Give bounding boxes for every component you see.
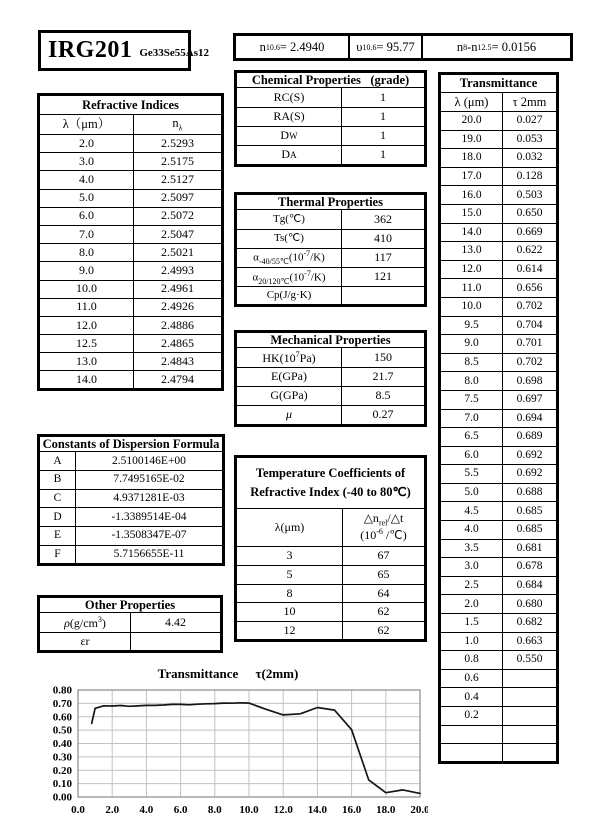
table-row bbox=[39, 262, 223, 280]
svg-text:2.0: 2.0 bbox=[105, 804, 120, 816]
row-cell: 5.7156655E-11 bbox=[76, 545, 224, 564]
table-row bbox=[236, 267, 426, 286]
row-cell: 2.5175 bbox=[134, 153, 223, 171]
column-header-n: $n_\lambda$ bbox=[134, 115, 223, 135]
row-cell: 2.4886 bbox=[134, 316, 223, 334]
table-row bbox=[39, 153, 223, 171]
row-cell: 10 bbox=[236, 603, 343, 622]
row-cell: 3 bbox=[236, 547, 343, 566]
table-row bbox=[440, 725, 558, 744]
table-row bbox=[440, 279, 558, 298]
column-header-tau: τ 2mm bbox=[503, 93, 558, 112]
row-cell: 1.0 bbox=[440, 632, 503, 651]
row-cell: 1 bbox=[342, 88, 426, 107]
table-row bbox=[440, 521, 558, 540]
row-cell: 20.0 bbox=[440, 112, 503, 131]
table-row bbox=[440, 428, 558, 447]
column-header-dndt: $\triangle n_{rel}/\triangle t$ ($10^{-6}$ /℃) bbox=[343, 509, 426, 547]
row-cell: 2.5021 bbox=[134, 244, 223, 262]
chart-title-right: τ(2mm) bbox=[255, 666, 299, 681]
table-row bbox=[236, 210, 426, 229]
svg-text:14.0: 14.0 bbox=[307, 804, 328, 816]
table-row bbox=[440, 316, 558, 335]
row-cell: 3.0 bbox=[440, 558, 503, 577]
row-cell: 0.688 bbox=[503, 483, 558, 502]
row-cell: B bbox=[39, 471, 76, 490]
row-cell: 4.0 bbox=[39, 171, 134, 189]
row-cell: 0.704 bbox=[503, 316, 558, 335]
optical-summary-bar bbox=[233, 33, 573, 61]
transmittance-table bbox=[438, 72, 559, 764]
row-cell: 6.5 bbox=[440, 428, 503, 447]
row-cell: 2.4993 bbox=[134, 262, 223, 280]
chart-title bbox=[28, 666, 428, 684]
table-row bbox=[440, 242, 558, 261]
svg-text:18.0: 18.0 bbox=[376, 804, 396, 816]
row-cell: 0.650 bbox=[503, 204, 558, 223]
table-title: Thermal Properties bbox=[236, 194, 426, 210]
row-cell: 8 bbox=[236, 584, 343, 603]
row-cell: 0.684 bbox=[503, 576, 558, 595]
row-cell: 2.5072 bbox=[134, 207, 223, 225]
table-row bbox=[236, 229, 426, 248]
row-cell: 9.0 bbox=[39, 262, 134, 280]
table-row bbox=[440, 576, 558, 595]
table-row bbox=[440, 167, 558, 186]
table-row bbox=[39, 489, 224, 508]
svg-text:0.30: 0.30 bbox=[52, 751, 72, 764]
table-row bbox=[236, 88, 426, 107]
table-row bbox=[39, 189, 223, 207]
row-cell: 0.6 bbox=[440, 669, 503, 688]
row-cell: $\alpha_{20/120℃}(10^{-7}/K)$ bbox=[236, 267, 342, 286]
row-cell: 7.7495165E-02 bbox=[76, 471, 224, 490]
table-row bbox=[440, 595, 558, 614]
row-cell: 2.4961 bbox=[134, 280, 223, 298]
mechanical-properties-table bbox=[234, 330, 427, 427]
table-row bbox=[440, 669, 558, 688]
row-cell: 2.5127 bbox=[134, 171, 223, 189]
table-row bbox=[236, 348, 426, 367]
table-row bbox=[440, 651, 558, 670]
svg-text:10.0: 10.0 bbox=[239, 804, 259, 816]
row-cell: εr bbox=[39, 632, 131, 652]
table-row bbox=[39, 452, 224, 471]
row-cell: 8.5 bbox=[440, 353, 503, 372]
row-cell bbox=[440, 725, 503, 744]
dispersion-constants-table bbox=[37, 434, 225, 566]
table-row bbox=[39, 171, 223, 189]
table-title: Constants of Dispersion Formula bbox=[39, 436, 224, 452]
svg-text:0.20: 0.20 bbox=[52, 764, 72, 777]
row-cell: 1 bbox=[342, 107, 426, 126]
row-cell: 12 bbox=[236, 622, 343, 641]
row-cell: 2.5097 bbox=[134, 189, 223, 207]
row-cell: 2.4926 bbox=[134, 298, 223, 316]
row-cell: 62 bbox=[343, 622, 426, 641]
row-cell: -1.3389514E-04 bbox=[76, 508, 224, 527]
row-cell: 0.656 bbox=[503, 279, 558, 298]
table-row bbox=[39, 225, 223, 243]
table-row bbox=[39, 545, 224, 564]
row-cell: 0.692 bbox=[503, 446, 558, 465]
row-cell: 150 bbox=[342, 348, 426, 367]
row-cell: A bbox=[39, 452, 76, 471]
material-title-box bbox=[38, 30, 210, 71]
refractive-indices-table bbox=[37, 93, 224, 391]
row-cell: 11.0 bbox=[39, 298, 134, 316]
svg-text:0.60: 0.60 bbox=[52, 711, 72, 724]
row-cell: 5.5 bbox=[440, 465, 503, 484]
row-cell: 8.5 bbox=[342, 386, 426, 405]
row-cell: 362 bbox=[342, 210, 426, 229]
row-cell: DW bbox=[236, 126, 342, 145]
table-row bbox=[39, 471, 224, 490]
transmittance-chart bbox=[28, 666, 428, 829]
row-cell: 0.685 bbox=[503, 502, 558, 521]
row-cell: G(GPa) bbox=[236, 386, 342, 405]
row-cell: 8.0 bbox=[39, 244, 134, 262]
svg-text:20.0: 20.0 bbox=[410, 804, 428, 816]
row-cell: 0.685 bbox=[503, 521, 558, 540]
row-cell: 0.8 bbox=[440, 651, 503, 670]
material-code: IRG201 bbox=[48, 37, 133, 63]
row-cell: -1.3508347E-07 bbox=[76, 527, 224, 546]
row-cell: 7.0 bbox=[440, 409, 503, 428]
table-row bbox=[236, 107, 426, 126]
grade-label: (grade) bbox=[370, 73, 410, 87]
table-row bbox=[440, 409, 558, 428]
row-cell: C bbox=[39, 489, 76, 508]
row-cell: $\alpha_{-40/55℃}(10^{-7}/K)$ bbox=[236, 248, 342, 267]
row-cell: 0.663 bbox=[503, 632, 558, 651]
row-cell: 5 bbox=[236, 565, 343, 584]
table-row bbox=[440, 744, 558, 763]
svg-text:0.50: 0.50 bbox=[52, 724, 72, 737]
table-row bbox=[236, 287, 426, 306]
row-cell: 2.0 bbox=[440, 595, 503, 614]
svg-text:16.0: 16.0 bbox=[341, 804, 362, 816]
row-cell: 18.0 bbox=[440, 149, 503, 168]
row-cell: 4.5 bbox=[440, 502, 503, 521]
row-cell: 0.692 bbox=[503, 465, 558, 484]
row-cell bbox=[503, 744, 558, 763]
row-cell bbox=[503, 725, 558, 744]
partial-dispersion: n 8 -n 12.5 = 0.0156 bbox=[421, 36, 570, 58]
row-cell: Ts(℃) bbox=[236, 229, 342, 248]
row-cell: 9.0 bbox=[440, 335, 503, 354]
table-row bbox=[440, 502, 558, 521]
table-row bbox=[440, 372, 558, 391]
row-cell: F bbox=[39, 545, 76, 564]
table-row bbox=[236, 126, 426, 145]
table-row bbox=[236, 565, 426, 584]
table-row bbox=[440, 186, 558, 205]
other-properties-table bbox=[37, 595, 223, 653]
refractive-index-10um: n 10.6 = 2.4940 bbox=[259, 39, 325, 54]
row-cell: 11.0 bbox=[440, 279, 503, 298]
row-cell: 0.701 bbox=[503, 335, 558, 354]
table-row bbox=[440, 614, 558, 633]
row-cell: 0.702 bbox=[503, 297, 558, 316]
table-title: Mechanical Properties bbox=[236, 332, 426, 348]
row-cell: 0.697 bbox=[503, 390, 558, 409]
svg-text:0.80: 0.80 bbox=[52, 684, 72, 697]
table-row bbox=[236, 622, 426, 641]
column-header-lambda: λ (μm) bbox=[440, 93, 503, 112]
row-cell: 3.0 bbox=[39, 153, 134, 171]
table-row bbox=[440, 446, 558, 465]
row-cell: 2.4843 bbox=[134, 353, 223, 371]
row-cell: 0.2 bbox=[440, 707, 503, 726]
row-cell bbox=[440, 744, 503, 763]
table-row bbox=[39, 335, 223, 353]
svg-text:0.40: 0.40 bbox=[52, 738, 72, 750]
row-cell: 0.027 bbox=[503, 112, 558, 131]
row-cell: 0.689 bbox=[503, 428, 558, 447]
row-cell: 19.0 bbox=[440, 130, 503, 149]
row-cell: 2.5047 bbox=[134, 225, 223, 243]
row-cell bbox=[342, 287, 426, 306]
row-cell: 0.698 bbox=[503, 372, 558, 391]
row-cell: 0.4 bbox=[440, 688, 503, 707]
table-title bbox=[236, 72, 426, 88]
row-cell: μ bbox=[236, 406, 342, 425]
row-cell bbox=[503, 707, 558, 726]
table-row bbox=[39, 280, 223, 298]
row-cell: 5.0 bbox=[440, 483, 503, 502]
table-row bbox=[440, 335, 558, 354]
row-cell: RC(S) bbox=[236, 88, 342, 107]
chemical-properties-table bbox=[234, 70, 427, 167]
table-row bbox=[39, 135, 223, 153]
row-cell: 12.5 bbox=[39, 335, 134, 353]
row-cell: 0.681 bbox=[503, 539, 558, 558]
table-title-line1: Temperature Coefficients of bbox=[255, 466, 406, 481]
row-cell: Tg(℃) bbox=[236, 210, 342, 229]
svg-text:4.0: 4.0 bbox=[139, 804, 154, 816]
svg-text:0.00: 0.00 bbox=[52, 791, 72, 804]
row-cell: 0.680 bbox=[503, 595, 558, 614]
row-cell: 5.0 bbox=[39, 189, 134, 207]
table-row bbox=[39, 527, 224, 546]
table-row bbox=[440, 223, 558, 242]
row-cell: E bbox=[39, 527, 76, 546]
row-cell: 2.4794 bbox=[134, 371, 223, 389]
abbe-number-10um: υ 10.6 = 95.77 bbox=[348, 36, 421, 58]
row-cell: 0.503 bbox=[503, 186, 558, 205]
table-row bbox=[440, 297, 558, 316]
row-cell: 1 bbox=[342, 146, 426, 165]
svg-text:8.0: 8.0 bbox=[207, 804, 222, 816]
table-row bbox=[236, 406, 426, 425]
row-cell: 0.669 bbox=[503, 223, 558, 242]
table-title: Refractive Indices bbox=[39, 95, 223, 115]
table-title: Transmittance bbox=[440, 74, 558, 93]
row-cell: 16.0 bbox=[440, 186, 503, 205]
row-cell: 67 bbox=[343, 547, 426, 566]
table-row bbox=[440, 483, 558, 502]
row-cell: 21.7 bbox=[342, 367, 426, 386]
table-row bbox=[39, 632, 222, 652]
table-row bbox=[39, 353, 223, 371]
svg-text:0.10: 0.10 bbox=[52, 778, 72, 791]
table-row bbox=[39, 316, 223, 334]
svg-text:6.0: 6.0 bbox=[173, 804, 188, 816]
svg-text:0.70: 0.70 bbox=[52, 697, 72, 710]
table-row bbox=[236, 547, 426, 566]
row-cell: 2.4865 bbox=[134, 335, 223, 353]
row-cell: 0.682 bbox=[503, 614, 558, 633]
row-cell: 4.0 bbox=[440, 521, 503, 540]
row-cell: 14.0 bbox=[39, 371, 134, 389]
row-cell: 13.0 bbox=[39, 353, 134, 371]
row-cell: 15.0 bbox=[440, 204, 503, 223]
row-cell: 12.0 bbox=[440, 260, 503, 279]
table-row bbox=[236, 248, 426, 267]
table-row bbox=[440, 112, 558, 131]
table-row bbox=[440, 353, 558, 372]
row-cell: 4.9371281E-03 bbox=[76, 489, 224, 508]
row-cell: 10.0 bbox=[39, 280, 134, 298]
row-cell: 1 bbox=[342, 126, 426, 145]
table-row bbox=[236, 584, 426, 603]
table-row bbox=[440, 204, 558, 223]
material-formula: Ge33Se55As12 bbox=[139, 46, 210, 59]
row-cell: 10.0 bbox=[440, 297, 503, 316]
table-row bbox=[440, 260, 558, 279]
row-cell: 1.5 bbox=[440, 614, 503, 633]
table-row bbox=[39, 613, 222, 633]
table-row bbox=[440, 390, 558, 409]
table-row bbox=[440, 539, 558, 558]
row-cell: 17.0 bbox=[440, 167, 503, 186]
table-row bbox=[236, 367, 426, 386]
table-row bbox=[39, 244, 223, 262]
table-row bbox=[440, 632, 558, 651]
row-cell: $\rho(g/cm^3)$ bbox=[39, 613, 131, 633]
row-cell: 14.0 bbox=[440, 223, 503, 242]
row-cell: 8.0 bbox=[440, 372, 503, 391]
table-title bbox=[236, 457, 426, 509]
row-cell: 2.0 bbox=[39, 135, 134, 153]
row-cell: 2.5293 bbox=[134, 135, 223, 153]
row-cell: 0.694 bbox=[503, 409, 558, 428]
row-cell: 0.678 bbox=[503, 558, 558, 577]
row-cell: $HK(10^7Pa)$ bbox=[236, 348, 342, 367]
column-header-lambda: λ(μm) bbox=[236, 509, 343, 547]
table-row bbox=[236, 603, 426, 622]
thermal-properties-table bbox=[234, 192, 427, 307]
row-cell: 2.5 bbox=[440, 576, 503, 595]
row-cell: 6.0 bbox=[440, 446, 503, 465]
table-title-text: Chemical Properties bbox=[251, 73, 361, 87]
row-cell: 9.5 bbox=[440, 316, 503, 335]
row-cell: DA bbox=[236, 146, 342, 165]
svg-text:0.0: 0.0 bbox=[71, 804, 85, 816]
row-cell: 7.0 bbox=[39, 225, 134, 243]
column-header-lambda: λ（μm） bbox=[39, 115, 134, 135]
row-cell: 0.550 bbox=[503, 651, 558, 670]
row-cell: 12.0 bbox=[39, 316, 134, 334]
row-cell: 410 bbox=[342, 229, 426, 248]
row-cell: Cp(J/g·K) bbox=[236, 287, 342, 306]
row-cell: 4.42 bbox=[131, 613, 222, 633]
row-cell bbox=[503, 688, 558, 707]
table-title-line2: Refractive Index (-40 to 80℃) bbox=[250, 485, 411, 499]
row-cell: 0.702 bbox=[503, 353, 558, 372]
row-cell: 13.0 bbox=[440, 242, 503, 261]
row-cell: 2.5100146E+00 bbox=[76, 452, 224, 471]
table-row bbox=[440, 558, 558, 577]
row-cell: 6.0 bbox=[39, 207, 134, 225]
table-row bbox=[440, 149, 558, 168]
row-cell: 64 bbox=[343, 584, 426, 603]
row-cell: 0.128 bbox=[503, 167, 558, 186]
row-cell: 65 bbox=[343, 565, 426, 584]
row-cell bbox=[131, 632, 222, 652]
table-row bbox=[440, 707, 558, 726]
row-cell: D bbox=[39, 508, 76, 527]
row-cell: 117 bbox=[342, 248, 426, 267]
row-cell: 121 bbox=[342, 267, 426, 286]
table-row bbox=[39, 207, 223, 225]
row-cell: 0.614 bbox=[503, 260, 558, 279]
row-cell: 7.5 bbox=[440, 390, 503, 409]
row-cell: RA(S) bbox=[236, 107, 342, 126]
row-cell bbox=[503, 669, 558, 688]
transmittance-plot bbox=[28, 684, 428, 824]
temperature-coefficients-table bbox=[234, 455, 427, 642]
row-cell: 62 bbox=[343, 603, 426, 622]
row-cell: 0.053 bbox=[503, 130, 558, 149]
table-title: Other Properties bbox=[39, 597, 222, 613]
svg-text:12.0: 12.0 bbox=[273, 804, 293, 816]
row-cell: 3.5 bbox=[440, 539, 503, 558]
table-row bbox=[39, 508, 224, 527]
table-row bbox=[440, 465, 558, 484]
row-cell: 0.27 bbox=[342, 406, 426, 425]
table-row bbox=[440, 130, 558, 149]
table-row bbox=[236, 386, 426, 405]
table-row bbox=[440, 688, 558, 707]
table-row bbox=[39, 298, 223, 316]
row-cell: E(GPa) bbox=[236, 367, 342, 386]
chart-title-left: Transmittance bbox=[157, 666, 239, 681]
row-cell: 0.032 bbox=[503, 149, 558, 168]
table-row bbox=[236, 146, 426, 165]
table-row bbox=[39, 371, 223, 389]
row-cell: 0.622 bbox=[503, 242, 558, 261]
